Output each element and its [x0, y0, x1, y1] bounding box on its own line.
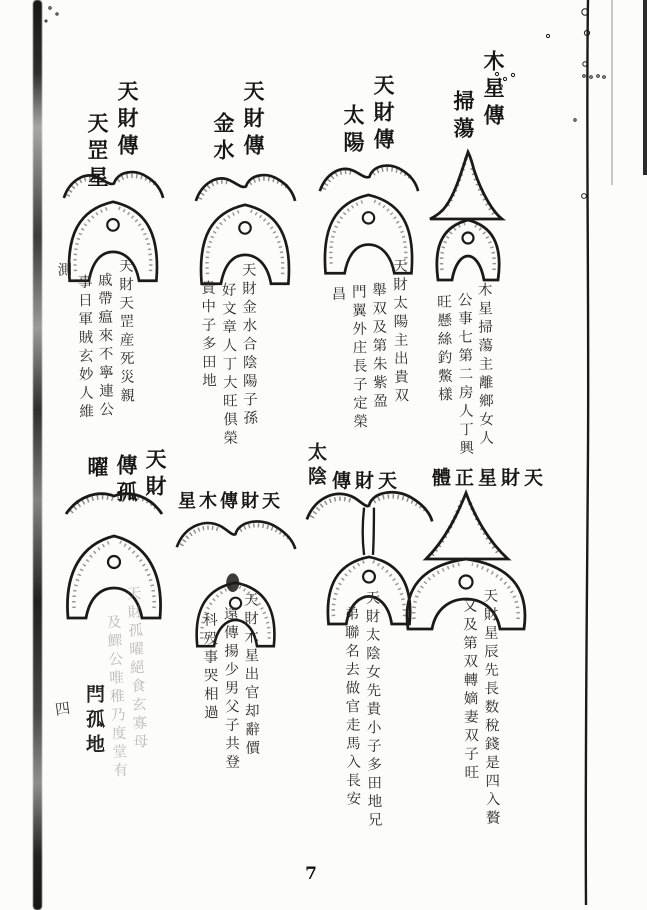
- caption-guyao-faint: [105, 585, 147, 781]
- caption-line: 科殁事哭相過: [200, 611, 219, 724]
- mountain-drawing-muxing-saodang: [420, 148, 515, 283]
- figure-header-taiyang: [342, 74, 393, 158]
- header-col: 曜: [85, 456, 109, 483]
- caption-line: 舉双及第朱紫盈: [369, 281, 388, 412]
- header-sub: 天罡星: [85, 112, 109, 193]
- caption-line: 戚帶瘟來不寧連公: [95, 271, 114, 421]
- caption-line: 天財太陽主出貴双: [390, 257, 408, 407]
- caption-jinshui: [200, 262, 256, 449]
- caption-line: 木星掃蕩主離鄉女人: [475, 281, 494, 449]
- header-sub: 金水: [211, 112, 235, 166]
- header-sub: 太陽: [341, 104, 365, 158]
- caption-line: 天財木星出官却辭價: [241, 591, 260, 759]
- figure-header-muxing-saodang: [452, 50, 503, 144]
- margin-mark: 四: [53, 699, 72, 719]
- caption-line: 事日軍賊玄妙人維: [75, 273, 93, 423]
- caption-line: 貴中子多田地: [198, 279, 217, 392]
- caption-taiyin: [342, 589, 382, 831]
- caption-line: 天財金水合陰陽子孫: [239, 261, 258, 429]
- caption-line: 公事七第二房人丁興: [455, 291, 473, 459]
- caption-line: 弟聯名去做官走馬入長安: [342, 605, 361, 810]
- header-sub: 掃蕩: [451, 90, 475, 144]
- caption-line: 遠傳揚少男父子共登: [221, 605, 239, 773]
- header-main: 天財傳: [241, 80, 265, 161]
- caption-guyao-bold: 閂孤地: [83, 684, 105, 759]
- caption-line: 昌: [329, 285, 346, 305]
- caption-line: 及鰥公唯稚乃度堂有: [104, 614, 128, 782]
- left-gutter-shadow: [33, 0, 42, 910]
- caption-line: 天財星辰先長数稅錢是四入贅: [480, 587, 500, 829]
- caption-muxing: [202, 592, 258, 773]
- caption-line: 天財天罡産死災親: [116, 257, 134, 407]
- caption-muxing-saodang: [436, 282, 492, 459]
- header-main: 天財傳: [115, 80, 139, 161]
- header-main: 天財傳: [371, 74, 395, 155]
- caption-zhengti: [460, 587, 500, 829]
- figure-header-jinshui: [212, 80, 263, 166]
- header-col: 天財: [143, 448, 167, 502]
- figure-header-taiyin: 傳財天: [332, 470, 402, 492]
- caption-line: 好文章人丁大旺俱榮: [219, 281, 237, 449]
- caption-line: 測: [55, 261, 72, 281]
- figure-header-muxing: 星木傳財天: [178, 491, 283, 512]
- header-main: 木星傳: [481, 50, 505, 131]
- page-number: 7: [305, 864, 317, 884]
- caption-line: 天財太陰女先貴小子多田地兄: [362, 589, 382, 831]
- header-col: 傳孤: [114, 454, 138, 508]
- figure-header-zhengti: 體正星財天: [432, 467, 548, 489]
- caption-line: 又及第双轉嫡妻双子旺: [460, 597, 479, 784]
- figure-header-taiyin-sub: 太陰: [305, 442, 327, 490]
- caption-line: 天財孤曜絕食玄寡母: [123, 585, 148, 753]
- caption-tiangang: [56, 258, 132, 422]
- caption-line: 旺懸絲釣鱉樣: [434, 293, 453, 406]
- caption-taiyang: [330, 258, 406, 432]
- caption-line: 門翼外庄長子定榮: [349, 283, 367, 433]
